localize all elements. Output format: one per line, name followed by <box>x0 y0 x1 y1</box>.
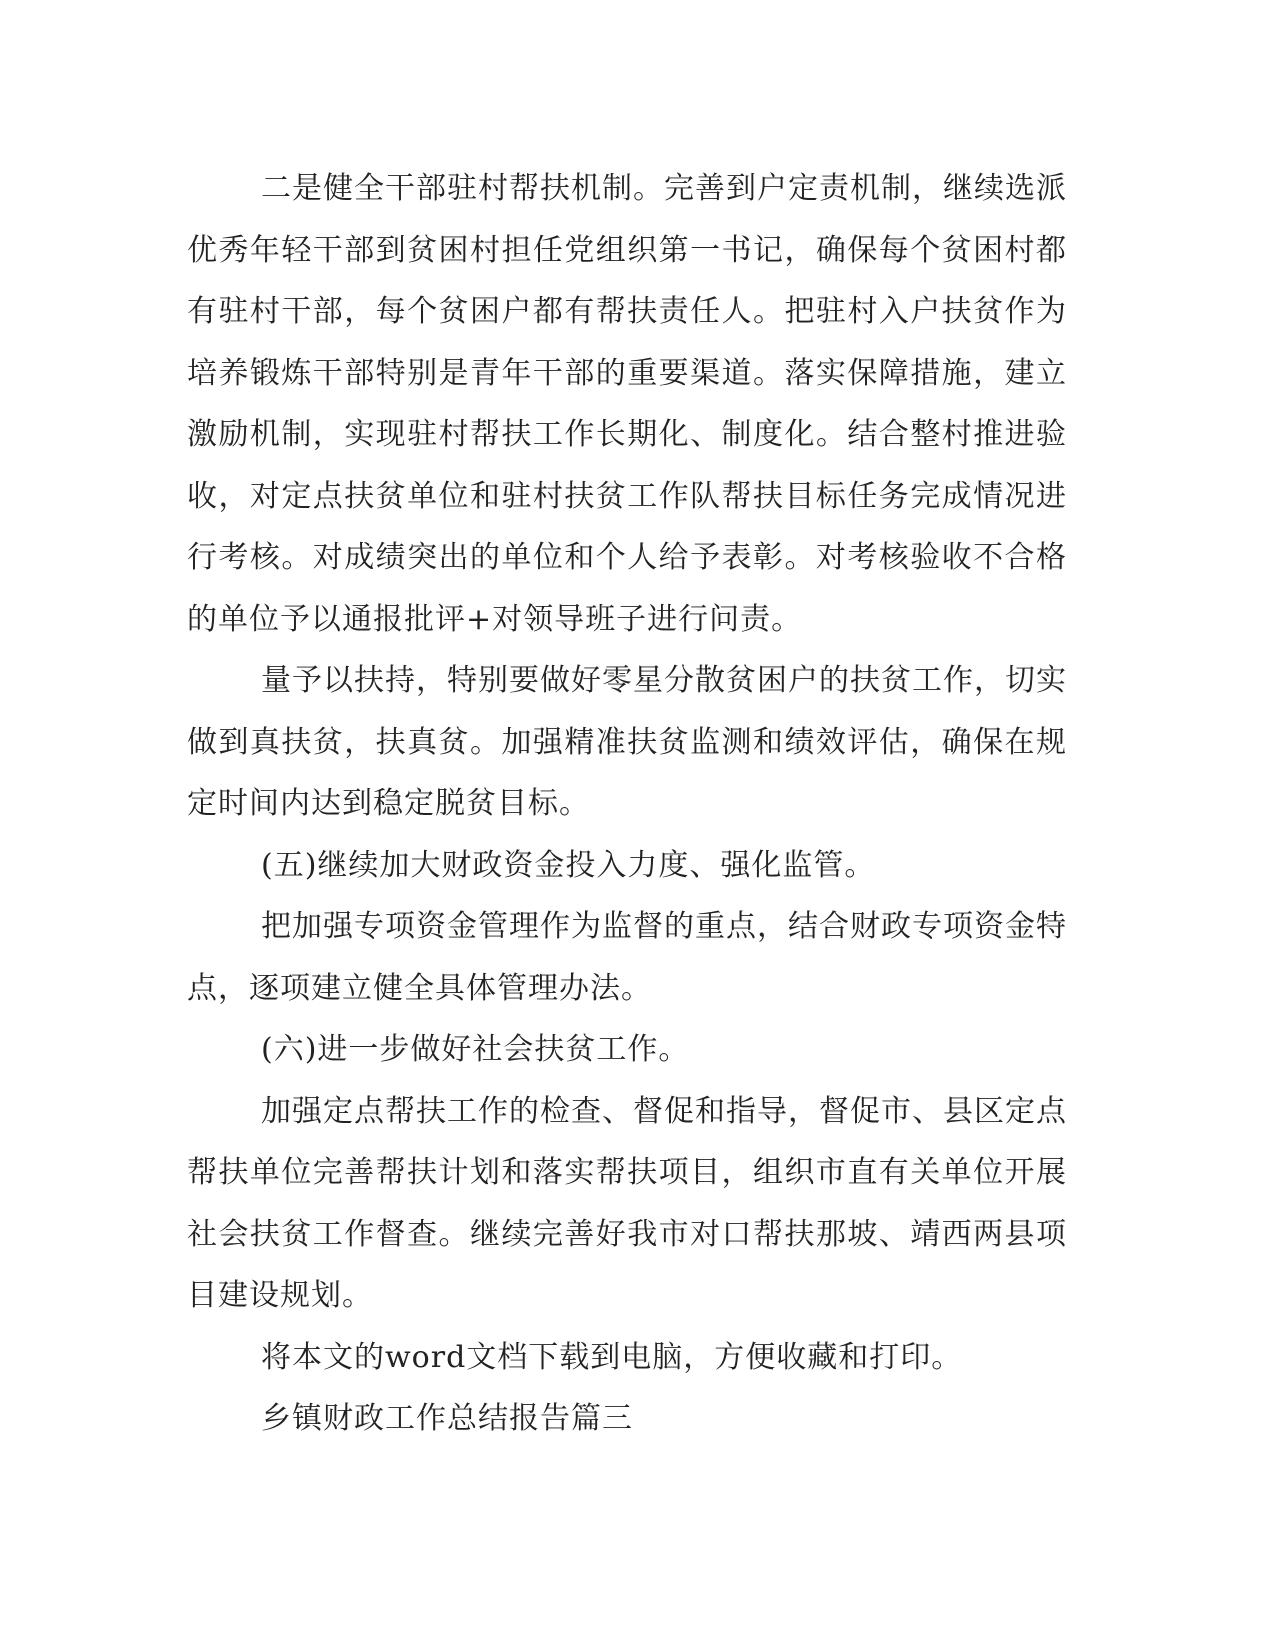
paragraph-support-scattered: 量予以扶持，特别要做好零星分散贫困户的扶贫工作，切实做到真扶贫，扶真贫。加强精准扶贫监测和绩效评估，确保在规定时间内达到稳定脱贫目标。 <box>187 663 1067 821</box>
paragraph-cadre-mechanism: 二是健全干部驻村帮扶机制。完善到户定责机制，继续选派优秀年轻干部到贫困村担任党组织第一书记，确保每个贫困村都有驻村干部，每个贫困户都有帮扶责任人。把驻村入户扶贫作为培养锻炼干部特别是青年干部的重要渠道。落实保障措施，建立激励机制，实现驻村帮扶工作长期化、制度化。结合整村推进验收，对定点扶贫单位和驻村扶贫工作队帮扶目标任务完成情况进行考核。对成绩突出的单位和个人给予表彰。对考核验收不合格的单位予以通报批评+对领导班子进行问责。 <box>187 171 1067 637</box>
section-heading-five: (五)继续加大财政资金投入力度、强化监管。 <box>261 847 876 883</box>
document-body <box>187 158 1067 1450</box>
paragraph-fund-management: 把加强专项资金管理作为监督的重点，结合财政专项资金特点，逐项建立健全具体管理办法。 <box>187 909 1067 1006</box>
paragraph-social-poverty: 加强定点帮扶工作的检查、督促和指导，督促市、县区定点帮扶单位完善帮扶计划和落实帮扶项目，组织市直有关单位开展社会扶贫工作督查。继续完善好我市对口帮扶那坡、靖西两县项目建设规划。 <box>187 1093 1067 1313</box>
section-heading-six: (六)进一步做好社会扶贫工作。 <box>261 1032 690 1067</box>
paragraph-download-note: 将本文的word文档下载到电脑，方便收藏和打印。 <box>261 1339 963 1375</box>
paragraph-next-title: 乡镇财政工作总结报告篇三 <box>261 1401 633 1436</box>
